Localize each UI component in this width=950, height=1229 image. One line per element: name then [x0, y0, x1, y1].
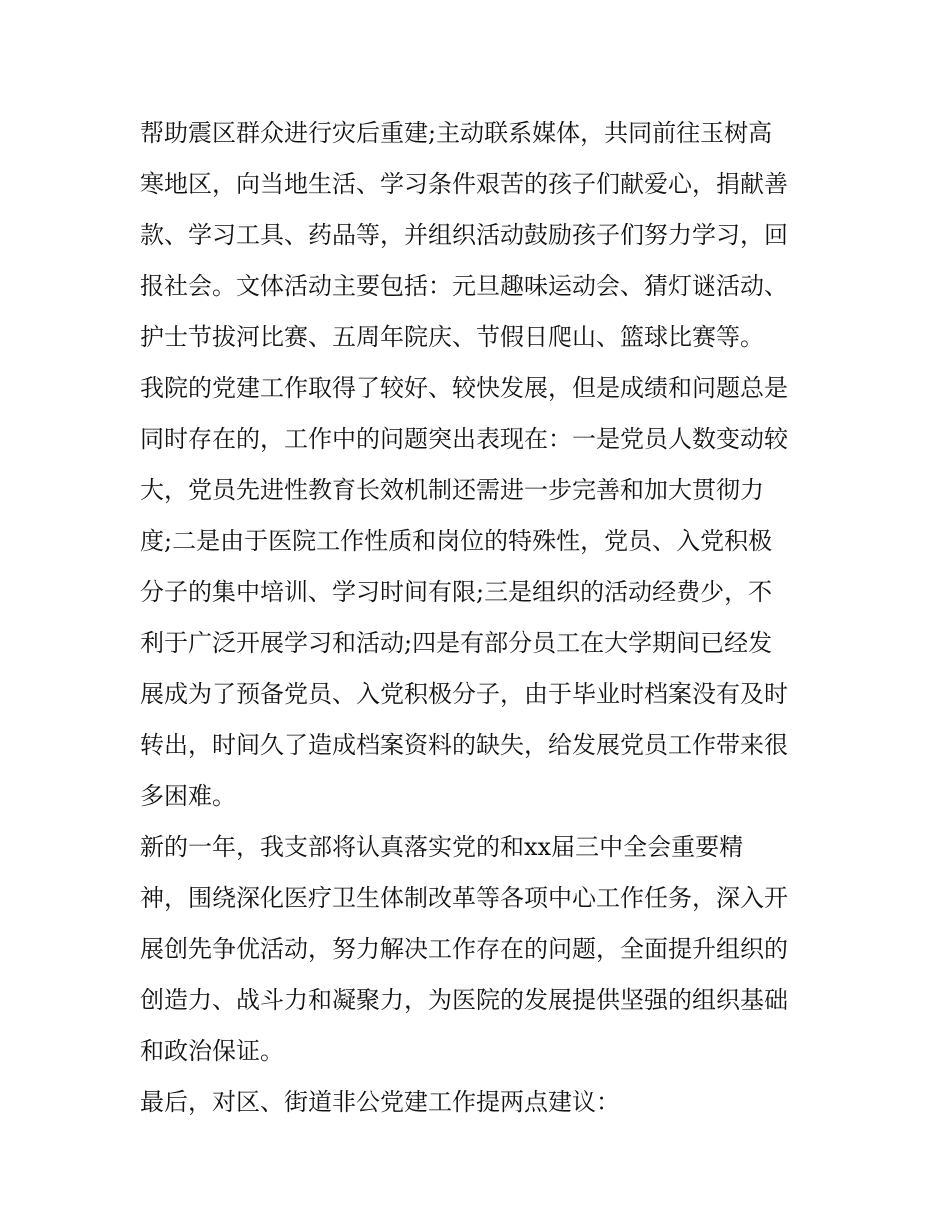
- text-line: 多困难。: [140, 782, 236, 810]
- text-line: 转出，时间久了造成档案资料的缺失，给发展党员工作带来很: [140, 731, 788, 759]
- text-line: 度;二是由于医院工作性质和岗位的特殊性，党员、入党积极: [140, 527, 773, 555]
- text-line: 护士节拔河比赛、五周年院庆、节假日爬山、篮球比赛等。: [140, 323, 764, 351]
- text-line: 展创先争优活动，努力解决工作存在的问题，全面提升组织的: [140, 935, 788, 963]
- text-line: 大，党员先进性教育长效机制还需进一步完善和加大贯彻力: [140, 476, 764, 504]
- text-line: 新的一年，我支部将认真落实党的和xx届三中全会重要精: [140, 833, 744, 861]
- text-line: 最后，对区、街道非公党建工作提两点建议：: [140, 1088, 620, 1116]
- text-line: 我院的党建工作取得了较好、较快发展，但是成绩和问题总是: [140, 374, 788, 402]
- text-line: 展成为了预备党员、入党积极分子，由于毕业时档案没有及时: [140, 680, 788, 708]
- text-line: 帮助震区群众进行灾后重建;主动联系媒体，共同前往玉树高: [140, 119, 773, 147]
- text-line: 利于广泛开展学习和活动;四是有部分员工在大学期间已经发: [140, 629, 773, 657]
- text-line: 报社会。文体活动主要包括：元旦趣味运动会、猜灯谜活动、: [140, 272, 788, 300]
- text-line: 神，围绕深化医疗卫生体制改革等各项中心工作任务，深入开: [140, 884, 788, 912]
- text-line: 创造力、战斗力和凝聚力，为医院的发展提供坚强的组织基础: [140, 986, 788, 1014]
- document-body: [140, 108, 820, 1128]
- text-line: 同时存在的，工作中的问题突出表现在：一是党员人数变动较: [140, 425, 788, 453]
- text-line: 款、学习工具、药品等，并组织活动鼓励孩子们努力学习，回: [140, 221, 788, 249]
- text-line: 寒地区，向当地生活、学习条件艰苦的孩子们献爱心，捐献善: [140, 170, 788, 198]
- text-line: 和政治保证。: [140, 1037, 284, 1065]
- text-line: 分子的集中培训、学习时间有限;三是组织的活动经费少，不: [140, 578, 773, 606]
